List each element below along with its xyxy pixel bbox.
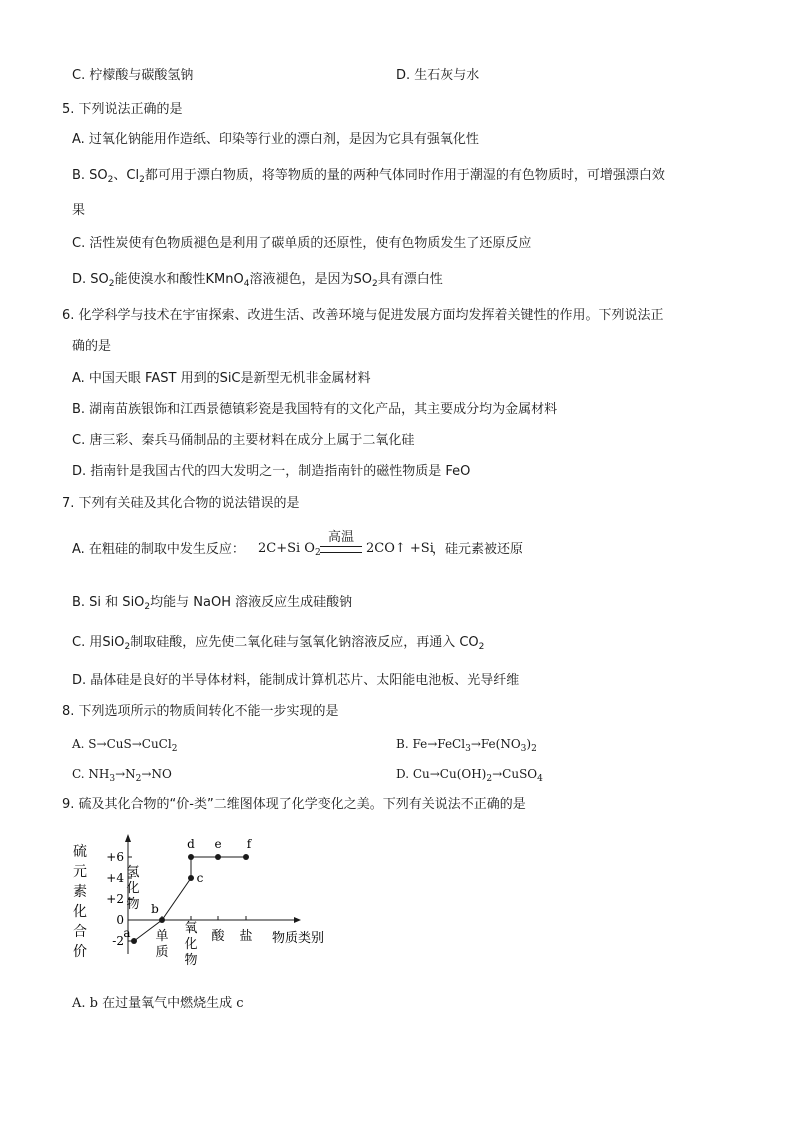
y-tick-label: +2 [106,892,124,906]
q6-stem-line1: 6. 化学科学与技术在宇宙探索、改进生活、改善环境与促进发展方面均发挥着关键性的作用。下列说法正 [62,308,664,323]
x-axis-arrow [294,917,301,923]
q5-option-b-cont: 果 [72,203,86,218]
q8-option-c: C. $NH_3\to N_2\to NO$ [72,767,172,784]
q7-option-a: A. 在粗硅的制取中发生反应： [72,542,245,557]
x-category-hydride: 化 [126,881,140,896]
q8-option-b: B. $Fe\to FeCl_3\to Fe(NO_3)_2$ [396,737,537,754]
point-e [215,854,221,860]
q5-option-b: B. $SO_2$、$Cl_2$都可用于漂白物质，将等物质的量的两种气体同时作用于潮湿的有色物质时，可增强漂白效 [72,168,665,185]
x-category-hydride: 氢 [126,865,140,880]
q6-option-a: A. 中国天眼 FAST 用到的SiC是新型无机非金属材料 [72,371,371,386]
point-f [243,854,249,860]
q7-option-a-end: ，硅元素被还原 [432,542,524,557]
point-label-e: e [214,837,222,851]
point-c [188,875,194,881]
q6-option-c: C. 唐三彩、秦兵马俑制品的主要材料在成分上属于二氧化硅 [72,433,415,448]
x-category-oxide: 氧 [184,921,198,936]
x-category-oxide: 化 [184,937,198,952]
q6-option-b: B. 湖南苗族银饰和江西景德镇彩瓷是我国特有的文化产品，其主要成分均为金属材料 [72,402,558,417]
q9-stem: 9. 硫及其化合物的“价-类”二维图体现了化学变化之美。下列有关说法不正确的是 [62,797,526,812]
q4-option-d: D. 生石灰与水 [396,68,480,83]
y-axis-label-char: 化 [73,904,87,920]
y-tick-label: 0 [116,913,124,927]
y-tick-label: +4 [106,871,124,885]
x-axis-label: 物质类别 [271,931,325,946]
q5-stem: 5. 下列说法正确的是 [62,102,183,117]
y-axis-label-char: 合 [73,924,87,940]
q5-option-a: A. 过氧化钠能用作造纸、印染等行业的漂白剂，是因为它具有强氧化性 [72,132,479,147]
q7-equation-equals [320,546,362,553]
point-b [159,917,165,923]
q7-equation-left: 2C+Si $O_2$ [258,541,321,558]
q7-option-c: C. 用SiO$_2$制取硅酸，应先使二氧化硅与氢氧化钠溶液反应，再通入 $CO_2$ [72,635,485,652]
point-label-d: d [187,837,195,851]
x-category-hydride: 物 [126,897,140,912]
y-tick-label: +6 [106,850,124,864]
y-axis-label-char: 元 [73,864,87,880]
point-a [131,938,137,944]
q7-equation-condition: 高温 [327,530,354,545]
q8-option-d: D. $Cu\to Cu(OH)_2\to CuSO_4$ [396,767,543,784]
point-label-a: a [123,926,131,940]
point-d [188,854,194,860]
y-axis-label-char: 素 [73,884,87,900]
q8-stem: 8. 下列选项所示的物质间转化不能一步实现的是 [62,704,339,719]
chart-svg [68,832,348,982]
y-tick-label: -2 [112,934,124,948]
q7-stem: 7. 下列有关硅及其化合物的说法错误的是 [62,496,300,511]
q4-option-c: C. 柠檬酸与碳酸氢钠 [72,68,194,83]
q6-option-d: D. 指南针是我国古代的四大发明之一，制造指南针的磁性物质是 FeO [72,464,471,479]
q7-option-b: B. Si 和 SiO$_2$均能与 NaOH 溶液反应生成硅酸钠 [72,595,353,612]
q5-option-d: D. $SO_2$能使溴水和酸性KMnO$_4$溶液褪色，是因为$SO_2$具有漂白性 [72,272,443,289]
x-category-oxide: 物 [184,953,198,968]
y-axis-arrow [125,834,131,842]
point-label-f: f [246,837,252,851]
q7-equation-right: 2CO↑ +Si [366,541,434,556]
q9-option-a: A. b 在过量氧气中燃烧生成 c [72,996,244,1011]
x-category-acid: 酸 [211,929,225,944]
valence-category-chart [68,832,348,982]
q8-option-a: A. S→CuS→CuCl$_2$ [72,737,178,754]
q6-stem-line2: 确的是 [72,339,112,354]
x-category-salt: 盐 [239,929,253,944]
y-axis-label-char: 硫 [73,844,87,860]
y-axis-label-char: 价 [73,944,87,960]
point-label-c: c [196,871,204,885]
point-label-b: b [151,902,159,916]
q7-option-d: D. 晶体硅是良好的半导体材料，能制成计算机芯片、太阳能电池板、光导纤维 [72,673,520,688]
x-category-element: 单 [155,929,169,944]
q5-option-c: C. 活性炭使有色物质褪色是利用了碳单质的还原性，使有色物质发生了还原反应 [72,236,532,251]
x-category-element: 质 [155,945,169,960]
